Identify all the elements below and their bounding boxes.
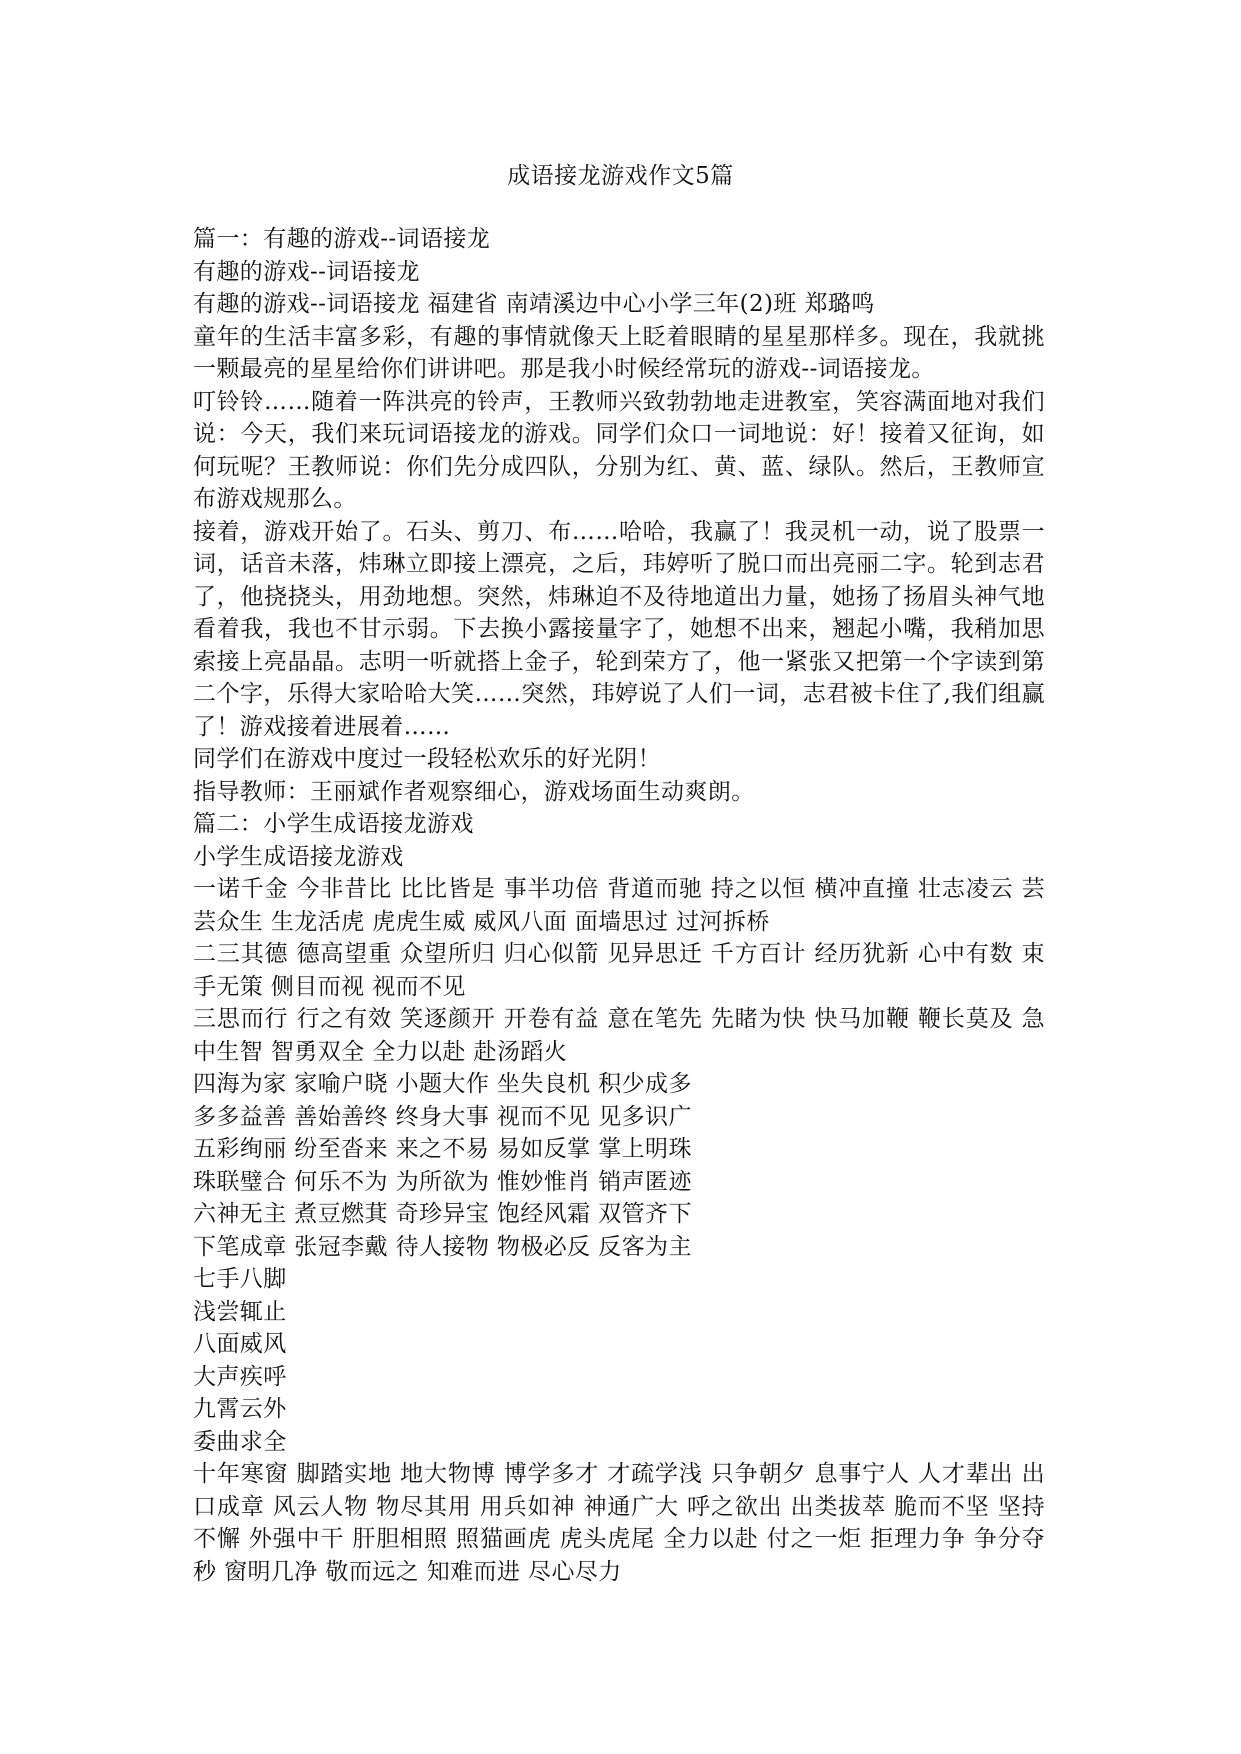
idiom-chain: 多多益善 善始善终 终身大事 视而不见 见多识广 (193, 1103, 692, 1130)
idiom-line: 八面威风 (193, 1331, 287, 1357)
idiom-chain: 珠联璧合 何乐不为 为所欲为 惟妙惟肖 销声匿迹 (193, 1168, 692, 1195)
teacher-comment: 指导教师：王丽斌作者观察细心，游戏场面生动爽朗。 (193, 778, 755, 805)
paragraph: 童年的生活丰富多彩，有趣的事情就像天上眨着眼睛的星星那样多。现在，我就挑一颗最亮的星星给你们讲讲吧。那是我小时候经常玩的游戏--词语接龙。 (193, 323, 1045, 382)
idiom-line: 大声疾呼 (193, 1363, 287, 1390)
idiom-line: 九霄云外 (193, 1396, 287, 1422)
section-heading: 篇一：有趣的游戏--词语接龙 (193, 226, 491, 252)
document-title: 成语接龙游戏作文5篇 (507, 163, 734, 189)
article-byline: 有趣的游戏--词语接龙 福建省 南靖溪边中心小学三年(2)班 郑璐鸣 (193, 291, 875, 317)
idiom-line: 委曲求全 (193, 1428, 287, 1455)
paragraph: 叮铃铃……随着一阵洪亮的铃声，王教师兴致勃勃地走进教室，笑容满面地对我们说：今天，我们来玩词语接龙的游戏。同学们众口一词地说：好！接着又征询，如何玩呢？王教师说：你们先分成四队，分别为红、黄、蓝、绿队。然后，王教师宣布游戏规那么。 (193, 388, 1045, 512)
idiom-line: 浅尝辄止 (193, 1298, 287, 1325)
idiom-chain: 四海为家 家喻户晓 小题大作 坐失良机 积少成多 (193, 1071, 692, 1097)
article-title: 小学生成语接龙游戏 (193, 843, 404, 870)
idiom-chain: 十年寒窗 脚踏实地 地大物博 博学多才 才疏学浅 只争朝夕 息事宁人 人才辈出 出口成章 风云人物 物尽其用 用兵如神 神通广大 呼之欲出 出类拔萃 脆而不坚 坚持不懈 外强中干 肝胆相照 照猫画虎 虎头虎尾 全力以赴 付之一炬 拒理力争 争分夺秒 窗明几净 敬而远之 知难而进 尽心尽力 (193, 1461, 1045, 1585)
idiom-chain: 六神无主 煮豆燃萁 奇珍异宝 饱经风霜 双管齐下 (193, 1201, 692, 1227)
section-heading: 篇二：小学生成语接龙游戏 (193, 811, 474, 837)
idiom-line: 七手八脚 (193, 1266, 287, 1292)
paragraph: 接着，游戏开始了。石头、剪刀、布……哈哈，我赢了！我灵机一动，说了股票一词，话音未落，炜琳立即接上漂亮，之后，玮婷听了脱口而出亮丽二字。轮到志君了，他挠挠头，用劲地想。突然，炜琳迫不及待地道出力量，她扬了扬眉头神气地看着我，我也不甘示弱。下去换小露接量字了，她想不出来，翘起小嘴，我稍加思索接上亮晶晶。志明一听就搭上金子，轮到荣方了，他一紧张又把第一个字读到第二个字，乐得大家哈哈大笑……突然，玮婷说了人们一词，志君被卡住了,我们组赢了！游戏接着进展着…… (193, 518, 1045, 740)
idiom-chain: 五彩绚丽 纷至沓来 来之不易 易如反掌 掌上明珠 (193, 1136, 692, 1162)
paragraph: 同学们在游戏中度过一段轻松欢乐的好光阴！ (193, 746, 661, 772)
idiom-chain: 二三其德 德高望重 众望所归 归心似箭 见异思迁 千方百计 经历犹新 心中有数 束手无策 侧目而视 视而不见 (193, 941, 1045, 1000)
idiom-chain: 一诺千金 今非昔比 比比皆是 事半功倍 背道而驰 持之以恒 横冲直撞 壮志凌云 芸芸众生 生龙活虎 虎虎生威 威风八面 面墙思过 过河拆桥 (193, 876, 1045, 935)
article-title: 有趣的游戏--词语接龙 (193, 258, 420, 285)
idiom-chain: 三思而行 行之有效 笑逐颜开 开卷有益 意在笔先 先睹为快 快马加鞭 鞭长莫及 急中生智 智勇双全 全力以赴 赴汤蹈火 (193, 1006, 1045, 1065)
document-body (193, 223, 1045, 1588)
idiom-chain: 下笔成章 张冠李戴 待人接物 物极必反 反客为主 (193, 1233, 692, 1260)
